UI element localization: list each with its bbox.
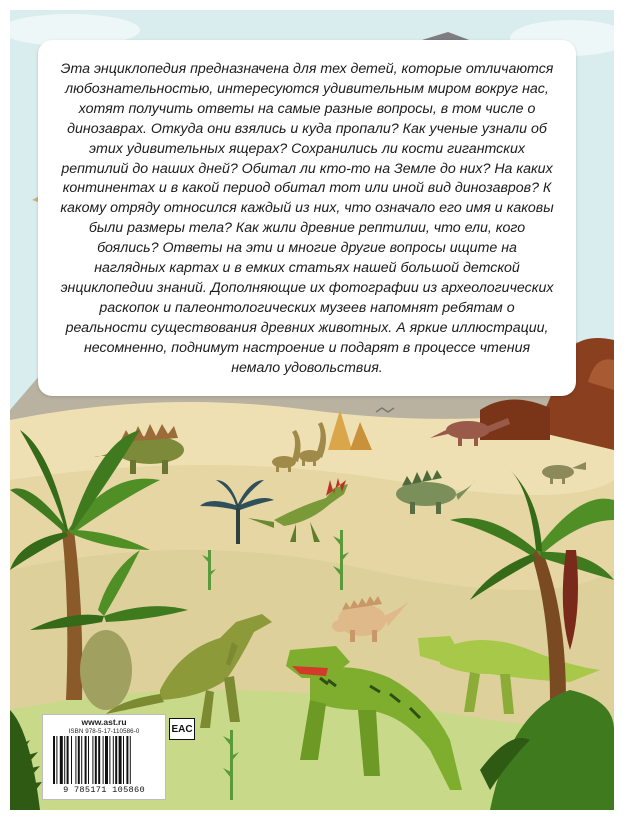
book-back-cover xyxy=(10,10,614,810)
isbn-number: ISBN 978-5-17-110586-0 xyxy=(68,728,140,735)
description-box xyxy=(38,40,576,396)
description-text: Эта энциклопедия предназначена для тех детей, которые отличаются любознательностью, интересуются удивительным миром вокруг нас, хотят получить ответы на самые разные вопросы, в том числе о динозаврах. Откуда они взялись и куда пропали? Как ученые узнали об этих удивительных ящерах? Сохранились ли кости гигантских рептилий до наших дней? Обитал ли кто-то на Земле до них? На каких континентах и в какой период обитал тот или иной вид динозавров? К какому отряду относился каждый из них, что означало его имя и каковы были размеры тела? Как жили древние рептилии, что ели, кого боялись? Ответы на эти и многие другие вопросы ищите на наглядных картах и в емких статьях нашей большой детской энциклопедии знаний. Дополняющие их фотографии из археологических раскопок и палеонтологических музеев напомнят ребятам о реальности существования древних животных. А яркие иллюстрации, несомненно, поднимут настроение и подарят в процессе чтения немало удовольствия. xyxy=(60,61,554,376)
barcode-digits: 9 785171 105860 xyxy=(63,785,145,795)
barcode-label xyxy=(42,714,166,800)
publisher-website: www.ast.ru xyxy=(81,717,127,727)
barcode-bars xyxy=(53,736,155,784)
eac-certification-mark: EAC xyxy=(169,718,195,740)
